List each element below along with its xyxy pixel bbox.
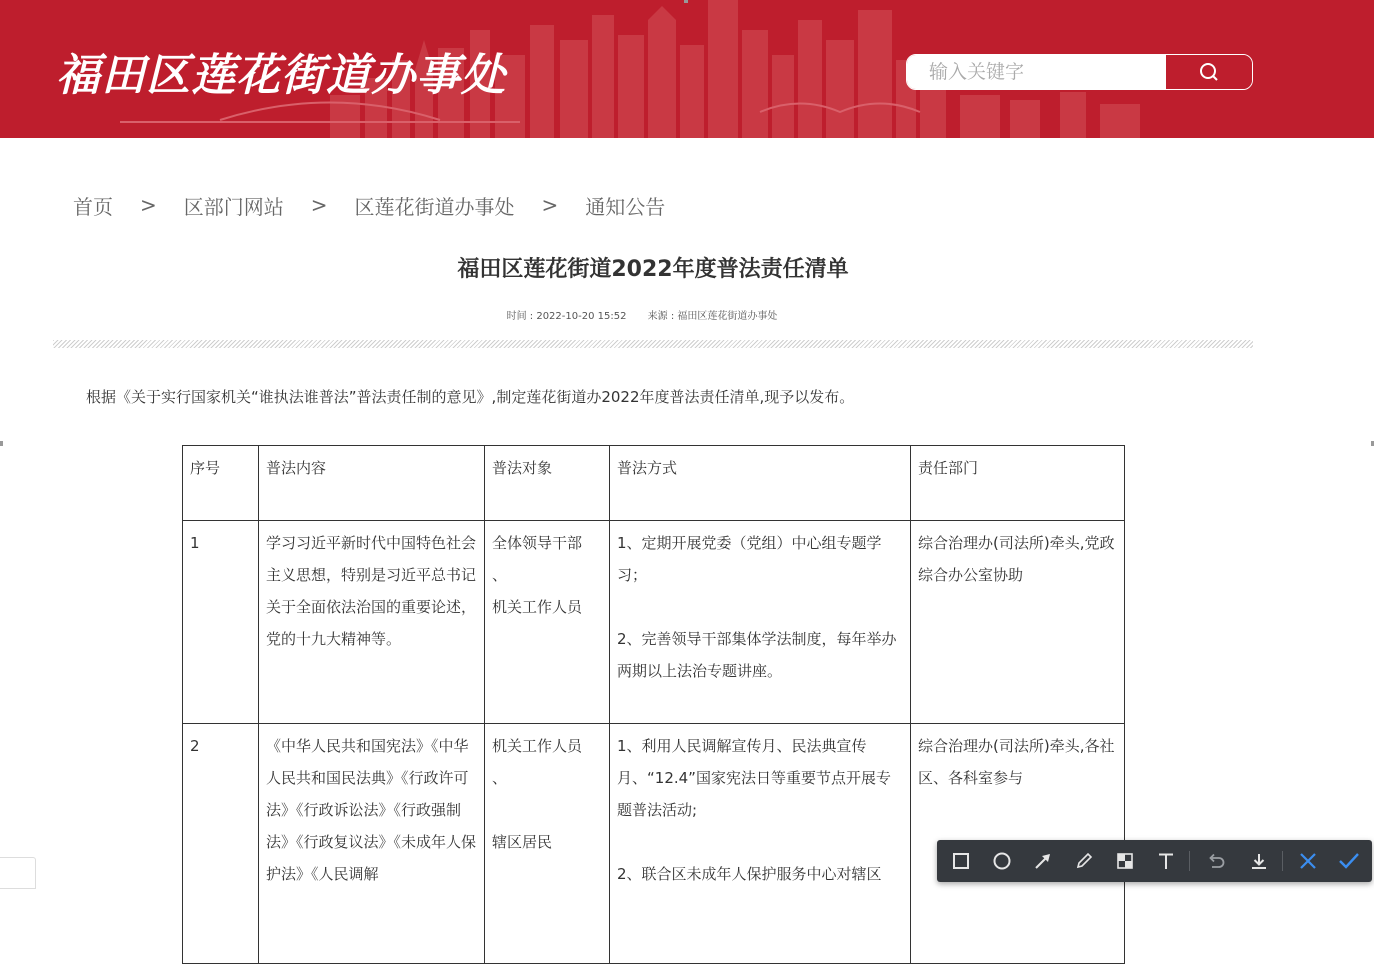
search-icon xyxy=(1198,61,1220,83)
breadcrumb xyxy=(73,190,665,220)
responsibility-table-wrapper xyxy=(182,445,1125,964)
breadcrumb-notices[interactable]: 通知公告 xyxy=(585,194,666,219)
row-number: 2 xyxy=(183,724,259,964)
target-item: 机关工作人员 xyxy=(492,737,583,755)
cancel-button[interactable] xyxy=(1290,840,1326,882)
back-to-top-tab[interactable] xyxy=(0,857,36,889)
screenshot-toolbar xyxy=(937,840,1372,882)
toolbar-separator xyxy=(1189,851,1190,871)
row-content: 《中华人民共和国宪法》《中华人民共和国民法典》《行政许可法》《行政诉讼法》《行政强制法》《行政复议法》《未成年人保护法》《人民调解 xyxy=(259,724,485,964)
toolbar-separator xyxy=(1282,851,1283,871)
rectangle-tool[interactable] xyxy=(943,840,979,882)
text-tool[interactable] xyxy=(1148,840,1184,882)
article-source: 来源 : 福田区莲花街道办事处 xyxy=(647,311,778,322)
search-input[interactable] xyxy=(907,55,1166,89)
search-box xyxy=(906,54,1253,90)
download-icon xyxy=(1249,851,1269,871)
ellipse-icon xyxy=(992,851,1012,871)
row-method xyxy=(610,521,911,724)
target-separator: 、 xyxy=(492,769,508,787)
breadcrumb-separator: > xyxy=(310,193,328,217)
publish-time: 时间 : 2022-10-20 15:52 xyxy=(506,311,627,322)
row-target xyxy=(485,724,610,964)
paragraph-gap xyxy=(617,591,903,623)
target-item: 辖区居民 xyxy=(492,833,553,851)
row-department: 综合治理办(司法所)牵头,各社区、各科室参与 xyxy=(911,724,1125,964)
breadcrumb-separator: > xyxy=(541,193,559,217)
breadcrumb-lianhua-office[interactable]: 区莲花街道办事处 xyxy=(354,194,515,219)
paragraph-gap xyxy=(492,794,602,826)
article-intro: 根据《关于实行国家机关“谁执法谁普法”普法责任制的意见》,制定莲花街道办2022年度普法责任清单,现予以发布。 xyxy=(86,388,855,406)
method-item: 1、利用人民调解宣传月、民法典宣传月、“12.4”国家宪法日等重要节点开展专题普法活动; xyxy=(617,737,891,819)
header-cell: 序号 xyxy=(183,446,259,521)
row-method xyxy=(610,724,911,964)
method-item: 1、定期开展党委（党组）中心组专题学习； xyxy=(617,534,882,584)
ellipse-tool[interactable] xyxy=(984,840,1020,882)
row-content: 学习习近平新时代中国特色社会主义思想，特别是习近平总书记关于全面依法治国的重要论述，党的十九大精神等。 xyxy=(259,521,485,724)
search-button[interactable] xyxy=(1166,55,1252,89)
article-meta xyxy=(0,307,1284,322)
header-cell: 责任部门 xyxy=(911,446,1125,521)
mosaic-icon xyxy=(1115,851,1135,871)
method-item: 2、联合区未成年人保护服务中心对辖区 xyxy=(617,865,882,883)
rectangle-icon xyxy=(951,851,971,871)
article-title: 福田区莲花街道2022年度普法责任清单 xyxy=(457,257,849,282)
download-tool[interactable] xyxy=(1241,840,1277,882)
pencil-icon xyxy=(1074,851,1094,871)
header-cell: 普法内容 xyxy=(259,446,485,521)
confirm-icon xyxy=(1338,851,1360,871)
mosaic-tool[interactable] xyxy=(1107,840,1143,882)
undo-icon xyxy=(1206,851,1226,871)
row-number: 1 xyxy=(183,521,259,724)
page-edge-marker xyxy=(684,0,688,3)
breadcrumb-district-sites[interactable]: 区部门网站 xyxy=(183,194,284,219)
confirm-button[interactable] xyxy=(1331,840,1367,882)
method-item: 2、完善领导干部集体学法制度，每年举办两期以上法治专题讲座。 xyxy=(617,630,897,680)
arrow-tool[interactable] xyxy=(1025,840,1061,882)
row-target xyxy=(485,521,610,724)
header-cell: 普法对象 xyxy=(485,446,610,521)
pencil-tool[interactable] xyxy=(1066,840,1102,882)
header-cell: 普法方式 xyxy=(610,446,911,521)
target-separator: 、 xyxy=(492,566,508,584)
left-edge-marker xyxy=(0,441,3,446)
hatched-divider xyxy=(53,340,1253,348)
arrow-icon xyxy=(1033,851,1053,871)
breadcrumb-separator: > xyxy=(140,193,157,217)
responsibility-table xyxy=(182,445,1125,964)
site-header xyxy=(0,0,1374,138)
target-item: 机关工作人员 xyxy=(492,598,583,616)
row-department: 综合治理办(司法所)牵头,党政综合办公室协助 xyxy=(911,521,1125,724)
undo-tool[interactable] xyxy=(1198,840,1234,882)
text-icon xyxy=(1156,851,1176,871)
paragraph-gap xyxy=(617,826,903,858)
breadcrumb-home[interactable]: 首页 xyxy=(73,194,113,219)
table-header-row xyxy=(183,446,1125,521)
target-item: 全体领导干部 xyxy=(492,534,583,552)
cancel-icon xyxy=(1298,851,1318,871)
site-title[interactable]: 福田区莲花街道办事处 xyxy=(56,50,506,101)
table-row xyxy=(183,521,1125,724)
